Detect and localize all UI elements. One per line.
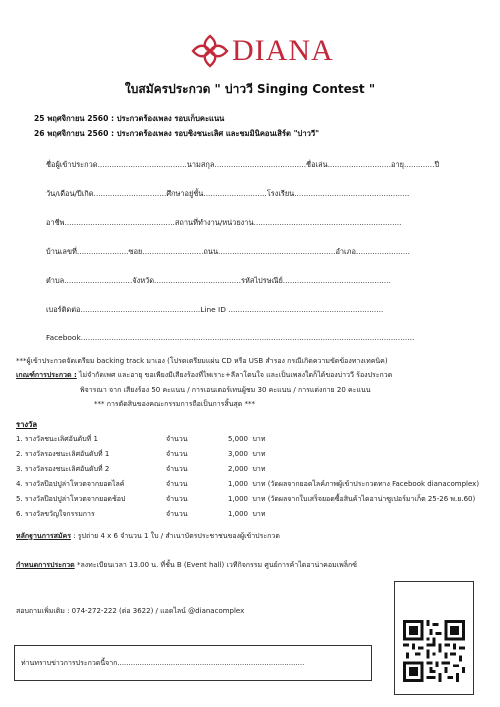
prize-unit: บาท bbox=[252, 465, 266, 473]
prize-label: 2. รางวัลรองชนะเลิศอันดับที่ 1 bbox=[16, 450, 110, 458]
criteria-line-2: พิจารณา จาก เสียงร้อง 50 คะแนน / การเอนเตอร์เทนผู้ชม 30 คะแนน / การแต่งกาย 20 คะแนน bbox=[80, 386, 371, 394]
prize-extra: (วัดผลจากใบเสร็จยอดซื้อสินค้าไดอาน่าซูเปอร์มาเก็ต 25-26 พ.ย.60) bbox=[267, 495, 476, 503]
prize-value: 2,000 bbox=[227, 465, 248, 473]
prize-unit: บาท bbox=[252, 480, 266, 488]
prize-label: 3. รางวัลรองชนะเลิศอันดับที่ 2 bbox=[16, 465, 110, 473]
criteria-label: เกณฑ์การประกวด : bbox=[16, 371, 77, 379]
field-district-line[interactable]: ตำบล.............................จังหวัด.....................................รหัสไปรษณีย์.............................................. bbox=[46, 276, 391, 285]
criteria-line-1 bbox=[16, 370, 392, 381]
evidence-text: : รูปถ่าย 4 x 6 จำนวน 1 ใบ / สำเนาบัตรประชาชนของผู้เข้าประกวด bbox=[70, 532, 280, 540]
qr-box bbox=[394, 581, 474, 695]
prize-value: 5,000 bbox=[227, 435, 248, 443]
prize-label: 1. รางวัลชนะเลิศอันดับที่ 1 bbox=[16, 435, 98, 443]
source-box bbox=[14, 645, 372, 681]
prize-row bbox=[16, 479, 479, 490]
field-birthdate-line[interactable]: วัน/เดือน/ปีเกิด...............................ศึกษาอยู่ชั้น...........................โรงเรียน................................................. bbox=[46, 189, 410, 198]
flower-logo-icon bbox=[190, 33, 230, 69]
prize-amount-label: จำนวน bbox=[166, 495, 188, 503]
deadline-text: *ลงทะเบียนเวลา 13.00 น. ที่ชั้น B (Event hall) เวทีกิจกรรม ศูนย์การค้าไดอาน่าคอมเพล็กซ์ bbox=[74, 561, 357, 569]
prize-amount-label: จำนวน bbox=[166, 435, 188, 443]
field-name-line[interactable]: ชื่อผู้เข้าประกวด......................................นามสกุล.......................................ชื่อเล่น...........................อายุ.............ปี bbox=[46, 160, 440, 169]
prize-value: 1,000 bbox=[227, 495, 248, 503]
schedule bbox=[34, 111, 319, 141]
prize-value: 3,000 bbox=[227, 450, 248, 458]
prize-amount-label: จำนวน bbox=[166, 450, 188, 458]
prize-unit: บาท bbox=[252, 510, 266, 518]
deadline-label: กำหนดการประกวด bbox=[16, 561, 75, 569]
prize-row bbox=[16, 449, 268, 460]
contact-info: สอบถามเพิ่มเติม : 074-272-222 (ต่อ 3622) / แอดไลน์ @dianacomplex bbox=[16, 607, 245, 615]
prize-row bbox=[16, 494, 475, 505]
prize-label: 4. รางวัลป๊อปปูล่าโหวตจากยอดไลค์ bbox=[16, 480, 125, 488]
criteria-line-3: *** การตัดสินของคณะกรรมการถือเป็นการสิ้นสุด *** bbox=[94, 400, 256, 408]
prize-unit: บาท bbox=[252, 435, 266, 443]
schedule-day-1: 25 พฤศจิกายน 2560 : ประกวดร้องเพลง รอบเก็บคะแนน bbox=[34, 114, 225, 123]
prize-amount-label: จำนวน bbox=[166, 510, 188, 518]
field-occupation-line[interactable]: อาชีพ...............................................สถานที่ทำงาน/หน่วยงาน............................................................... bbox=[46, 218, 402, 227]
prize-row bbox=[16, 509, 268, 520]
source-prompt[interactable]: ท่านทราบข่าวการประกวดนี้จาก.................................................................................... bbox=[21, 659, 305, 667]
diana-logo bbox=[190, 33, 334, 69]
prizes-heading: รางวัล bbox=[16, 420, 37, 429]
prize-row bbox=[16, 434, 268, 445]
prize-extra: (วัดผลจากยอดไลค์ภาพผู้เข้าประกวดทาง Facebook dianacomplex) bbox=[267, 480, 480, 488]
prize-value: 1,000 bbox=[227, 480, 248, 488]
prize-label: 5. รางวัลป๊อปปูล่าโหวตจากยอดช้อป bbox=[16, 495, 126, 503]
deadline-line bbox=[16, 560, 357, 571]
brand-name: DIANA bbox=[232, 34, 334, 67]
prize-row bbox=[16, 464, 268, 475]
evidence-label: หลักฐานการสมัคร bbox=[16, 532, 71, 540]
prize-unit: บาท bbox=[252, 450, 266, 458]
field-phone-line[interactable]: เบอร์ติดต่อ...................................................Line ID .................................................................. bbox=[46, 305, 384, 314]
prize-amount-label: จำนวน bbox=[166, 480, 188, 488]
criteria-text-1: ไม่จำกัดเพศ และอายุ ขอเพียงมีเสียงร้องที่ไพเราะ+ลีลาโดนใจ และเป็นเพลงใดก็ได้ของบ่าววี ร้องประกวด bbox=[76, 371, 393, 379]
evidence-line bbox=[16, 531, 280, 542]
schedule-day-2: 26 พฤศจิกายน 2560 : ประกวดร้องเพลง รอบชิงชนะเลิศ และชมมินิคอนเสิร์ต "บ่าววี" bbox=[34, 129, 320, 138]
prize-value: 1,000 bbox=[227, 510, 248, 518]
prize-unit: บาท bbox=[252, 495, 266, 503]
qr-code-icon[interactable] bbox=[403, 620, 465, 682]
field-address-line[interactable]: บ้านเลขที่......................ซอย..........................ถนน..................................................อำเภอ....................... bbox=[46, 247, 410, 256]
prize-label: 6. รางวัลขวัญใจกรรมการ bbox=[16, 510, 95, 518]
form-title: ใบสมัครประกวด " บ่าววี Singing Contest " bbox=[124, 82, 376, 96]
prize-amount-label: จำนวน bbox=[166, 465, 188, 473]
backing-track-note: ***ผู้เข้าประกวดจัดเตรียม backing track มาเอง (โปรดเตรียมแผ่น CD หรือ USB สำรอง กรณีเกิดความขัดข้องทางเทคนิค) bbox=[16, 357, 388, 365]
field-facebook-line[interactable]: Facebook.............................................................................................................................................. bbox=[46, 333, 415, 342]
